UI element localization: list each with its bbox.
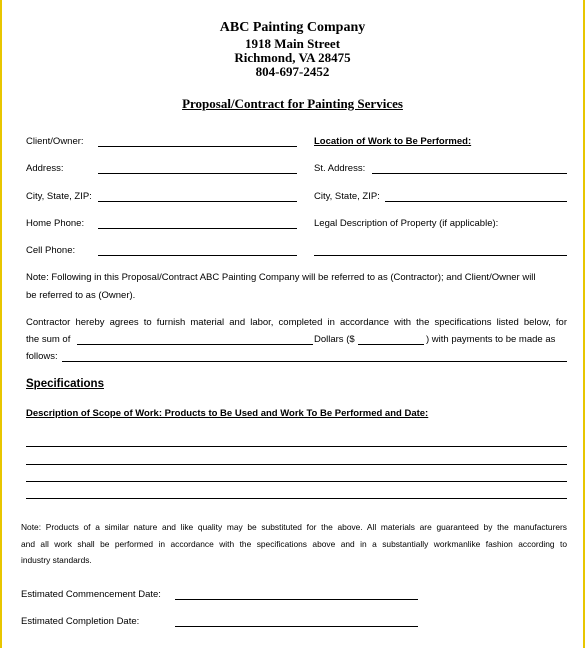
scope-line-2[interactable]	[26, 464, 567, 465]
sum-amount-field[interactable]	[358, 344, 424, 345]
city-state-zip-field[interactable]	[98, 201, 297, 202]
legal-description-field[interactable]	[314, 255, 567, 256]
note-contractor-line-1: Note: Following in this Proposal/Contract ABC Painting Company will be referred to as (Contractor); and Client/Owner will	[26, 272, 536, 283]
note-materials-line-1: Note: Products of a similar nature and like quality may be substituted for the above. All materials are guaranteed by the manufacturers	[21, 522, 567, 532]
scope-of-work-heading: Description of Scope of Work: Products to Be Used and Work To Be Performed and Date:	[26, 408, 429, 419]
document-title: Proposal/Contract for Painting Services	[182, 96, 403, 111]
follows-label: follows:	[26, 351, 58, 362]
st-address-field[interactable]	[372, 173, 567, 174]
dollars-label: Dollars ($	[314, 334, 355, 345]
sum-words-field[interactable]	[77, 344, 313, 345]
agreement-sum-label: the sum of	[26, 334, 71, 345]
note-materials-line-3: industry standards.	[21, 555, 92, 565]
home-phone-field[interactable]	[98, 228, 297, 229]
home-phone-label: Home Phone:	[26, 218, 85, 229]
contract-page	[2, 0, 583, 648]
commencement-date-label: Estimated Commencement Date:	[21, 589, 161, 600]
cell-phone-field[interactable]	[98, 255, 297, 256]
st-address-label: St. Address:	[314, 163, 366, 174]
scope-line-1[interactable]	[26, 446, 567, 447]
scope-line-4[interactable]	[26, 498, 567, 499]
specifications-heading: Specifications	[26, 378, 104, 390]
company-phone: 804-697-2452	[255, 64, 330, 79]
cell-phone-label: Cell Phone:	[26, 245, 76, 256]
commencement-date-field[interactable]	[175, 599, 418, 600]
completion-date-field[interactable]	[175, 626, 418, 627]
location-city-state-zip-label: City, State, ZIP:	[314, 191, 380, 202]
city-state-zip-label: City, State, ZIP:	[26, 191, 92, 202]
note-contractor-line-2: be referred to as (Owner).	[26, 290, 136, 301]
company-name: ABC Painting Company	[219, 20, 366, 35]
client-owner-label: Client/Owner:	[26, 136, 84, 147]
company-street: 1918 Main Street	[244, 36, 341, 51]
address-field[interactable]	[98, 173, 297, 174]
legal-description-label: Legal Description of Property (if applicable):	[314, 218, 499, 229]
payment-terms-field[interactable]	[62, 361, 567, 362]
note-materials-line-2: and all work shall be performed in accordance with the specifications above and in a substantially workmanlike fashion according to	[21, 539, 567, 549]
location-city-state-zip-field[interactable]	[385, 201, 567, 202]
agreement-line-1: Contractor hereby agrees to furnish material and labor, completed in accordance with the specifications listed below, for	[26, 317, 567, 328]
address-label: Address:	[26, 163, 64, 174]
completion-date-label: Estimated Completion Date:	[21, 616, 140, 627]
scope-line-3[interactable]	[26, 481, 567, 482]
payments-label: ) with payments to be made as	[426, 334, 556, 345]
location-of-work-heading: Location of Work to Be Performed:	[314, 136, 472, 147]
company-city: Richmond, VA 28475	[234, 50, 351, 65]
client-owner-field[interactable]	[98, 146, 297, 147]
